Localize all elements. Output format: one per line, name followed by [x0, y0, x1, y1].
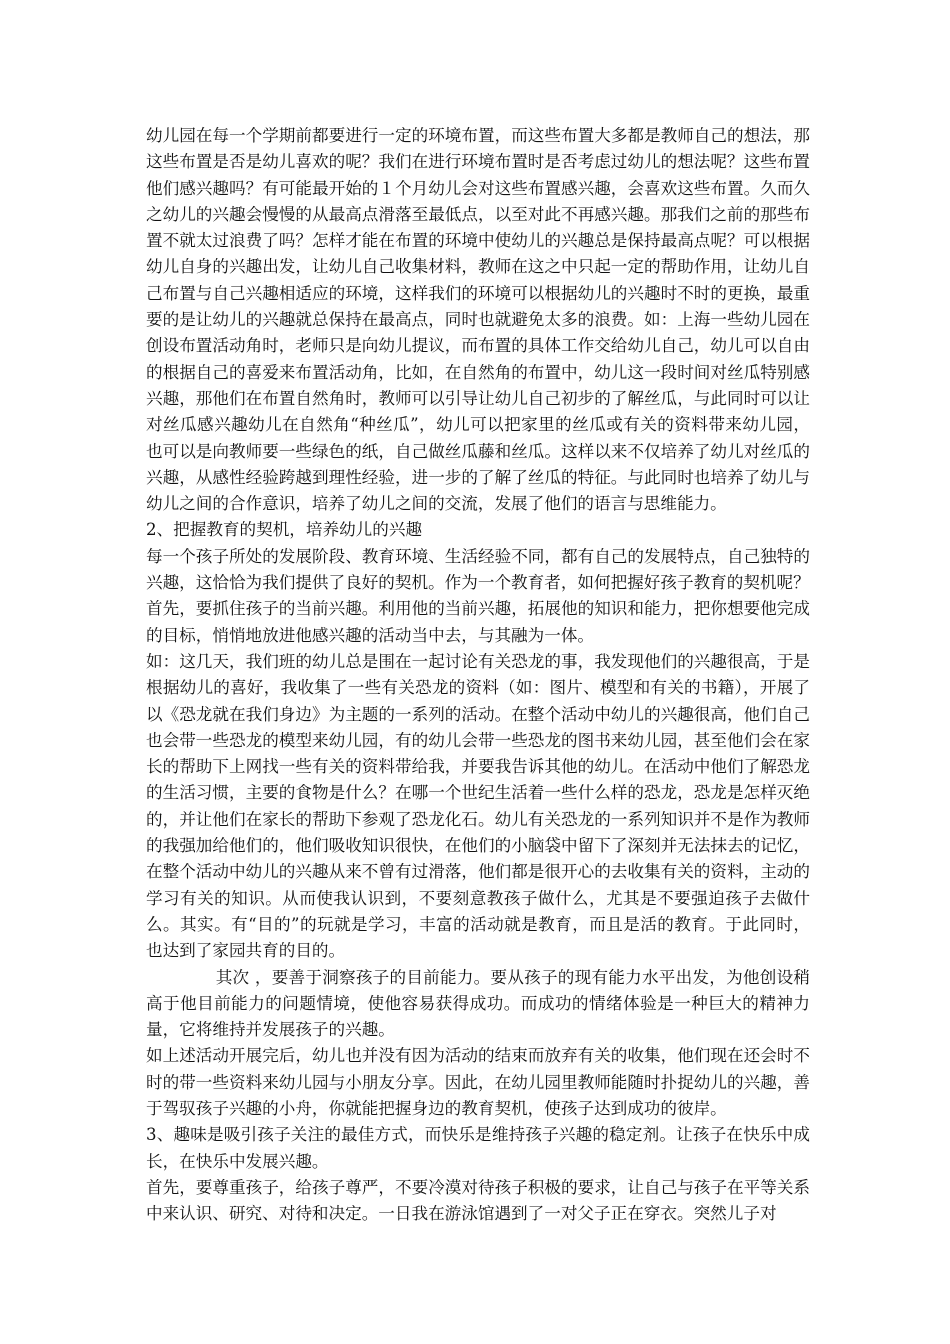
section-heading-3: 3、趣味是吸引孩子关注的最佳方式，而快乐是维持孩子兴趣的稳定剂。让孩子在快乐中成长，在快乐中发展兴趣。 — [146, 1125, 810, 1171]
paragraph-dinosaur-example: 如：这几天，我们班的幼儿总是围在一起讨论有关恐龙的事，我发现他们的兴趣很高，于是根据幼儿的喜好，我收集了一些有关恐龙的资料（如：图片、模型和有关的书籍），开展了以《恐龙就在我们身边》为主题的一系列的活动。在整个活动中幼儿的兴趣很高，他们自己也会带一些恐龙的模型来幼儿园，有的幼儿会带一些恐龙的图书来幼儿园，甚至他们会在家长的帮助下上网找一些有关的资料带给我，并要我告诉其他的幼儿。在活动中他们了解恐龙的生活习惯，主要的食物是什么？在哪一个世纪生活着一些什么样的恐龙，恐龙是怎样灭绝的，并让他们在家长的帮助下参观了恐龙化石。幼儿有关恐龙的一系列知识并不是作为教师的我强加给他们的，他们吸收知识很快，在他们的小脑袋中留下了深刻并无法抹去的记忆，在整个活动中幼儿的兴趣从来不曾有过滑落，他们都是很开心的去收集有关的资料，主动的学习有关的知识。从而使我认识到，不要刻意教孩子做什么，尤其是不要强迫孩子去做什么。其实。有“目的”的玩就是学习，丰富的活动就是教育，而且是活的教育。于此同时，也达到了家园共育的目的。 — [146, 651, 810, 961]
paragraph-environment-layout: 幼儿园在每一个学期前都要进行一定的环境布置，而这些布置大多都是教师自己的想法，那这些布置是否是幼儿喜欢的呢？我们在进行环境布置时是否考虑过幼儿的想法呢？这些布置他们感兴趣吗？有可能最开始的１个月幼儿会对这些布置感兴趣，会喜欢这些布置。久而久之幼儿的兴趣会慢慢的从最高点滑落至最低点，以至对此不再感兴趣。那我们之前的那些布置不就太过浪费了吗？怎样才能在布置的环境中使幼儿的兴趣总是保持最高点呢？可以根据幼儿自身的兴趣出发，让幼儿自己收集材料，教师在这之中只起一定的帮助作用，让幼儿自己布置与自己兴趣相适应的环境，这样我们的环境可以根据幼儿的兴趣时不时的更换，最重要的是让幼儿的兴趣就总保持在最高点，同时也就避免太多的浪费。如：上海一些幼儿园在创设布置活动角时，老师只是向幼儿提议，而布置的具体工作交给幼儿自己，幼儿可以自由的根据自己的喜爱来布置活动角，比如，在自然角的布置中，幼儿这一段时间对丝瓜特别感兴趣，那他们在布置自然角时，教师可以引导让幼儿自己初步的了解丝瓜，与此同时可以让对丝瓜感兴趣幼儿在自然角“种丝瓜”，幼儿可以把家里的丝瓜或有关的资料带来幼儿园，也可以是向教师要一些绿色的纸，自己做丝瓜藤和丝瓜。这样以来不仅培养了幼儿对丝瓜的兴趣，从感性经验跨越到理性经验，进一步的了解了丝瓜的特征。与此同时也培养了幼儿与幼儿之间的合作意识，培养了幼儿之间的交流，发展了他们的语言与思维能力。 — [146, 126, 810, 514]
document-body — [146, 123, 810, 1227]
paragraph-current-interest: 首先，要抓住孩子的当前兴趣。利用他的当前兴趣，拓展他的知识和能力，把你想要他完成的目标，悄悄地放进他感兴趣的活动当中去，与其融为一体。 — [146, 599, 810, 645]
section-heading-2: 2、把握教育的契机，培养幼儿的兴趣 — [146, 520, 423, 540]
paragraph-current-ability: 其次 ，要善于洞察孩子的目前能力。要从孩子的现有能力水平出发，为他创设稍高于他目前能力的问题情境，使他容易获得成功。而成功的情绪体验是一种巨大的精神力量，它将维持并发展孩子的兴趣。 — [146, 967, 810, 1040]
paragraph-follow-up: 如上述活动开展完后，幼儿也并没有因为活动的结束而放弃有关的收集，他们现在还会时不时的带一些资料来幼儿园与小朋友分享。因此，在幼儿园里教师能随时扑捉幼儿的兴趣，善于驾驭孩子兴趣的小舟，你就能把握身边的教育契机，使孩子达到成功的彼岸。 — [146, 1046, 810, 1118]
paragraph-respect-child: 首先，要尊重孩子，给孩子尊严，不要冷漠对待孩子积极的要求，让自己与孩子在平等关系中来认识、研究、对待和决定。一日我在游泳馆遇到了一对父子正在穿衣。突然儿子对 — [146, 1177, 810, 1224]
paragraph-development-stage: 每一个孩子所处的发展阶段、教育环境、生活经验不同，都有自己的发展特点，自己独特的兴趣，这恰恰为我们提供了良好的契机。作为一个教育者，如何把握好孩子教育的契机呢？ — [146, 546, 810, 593]
